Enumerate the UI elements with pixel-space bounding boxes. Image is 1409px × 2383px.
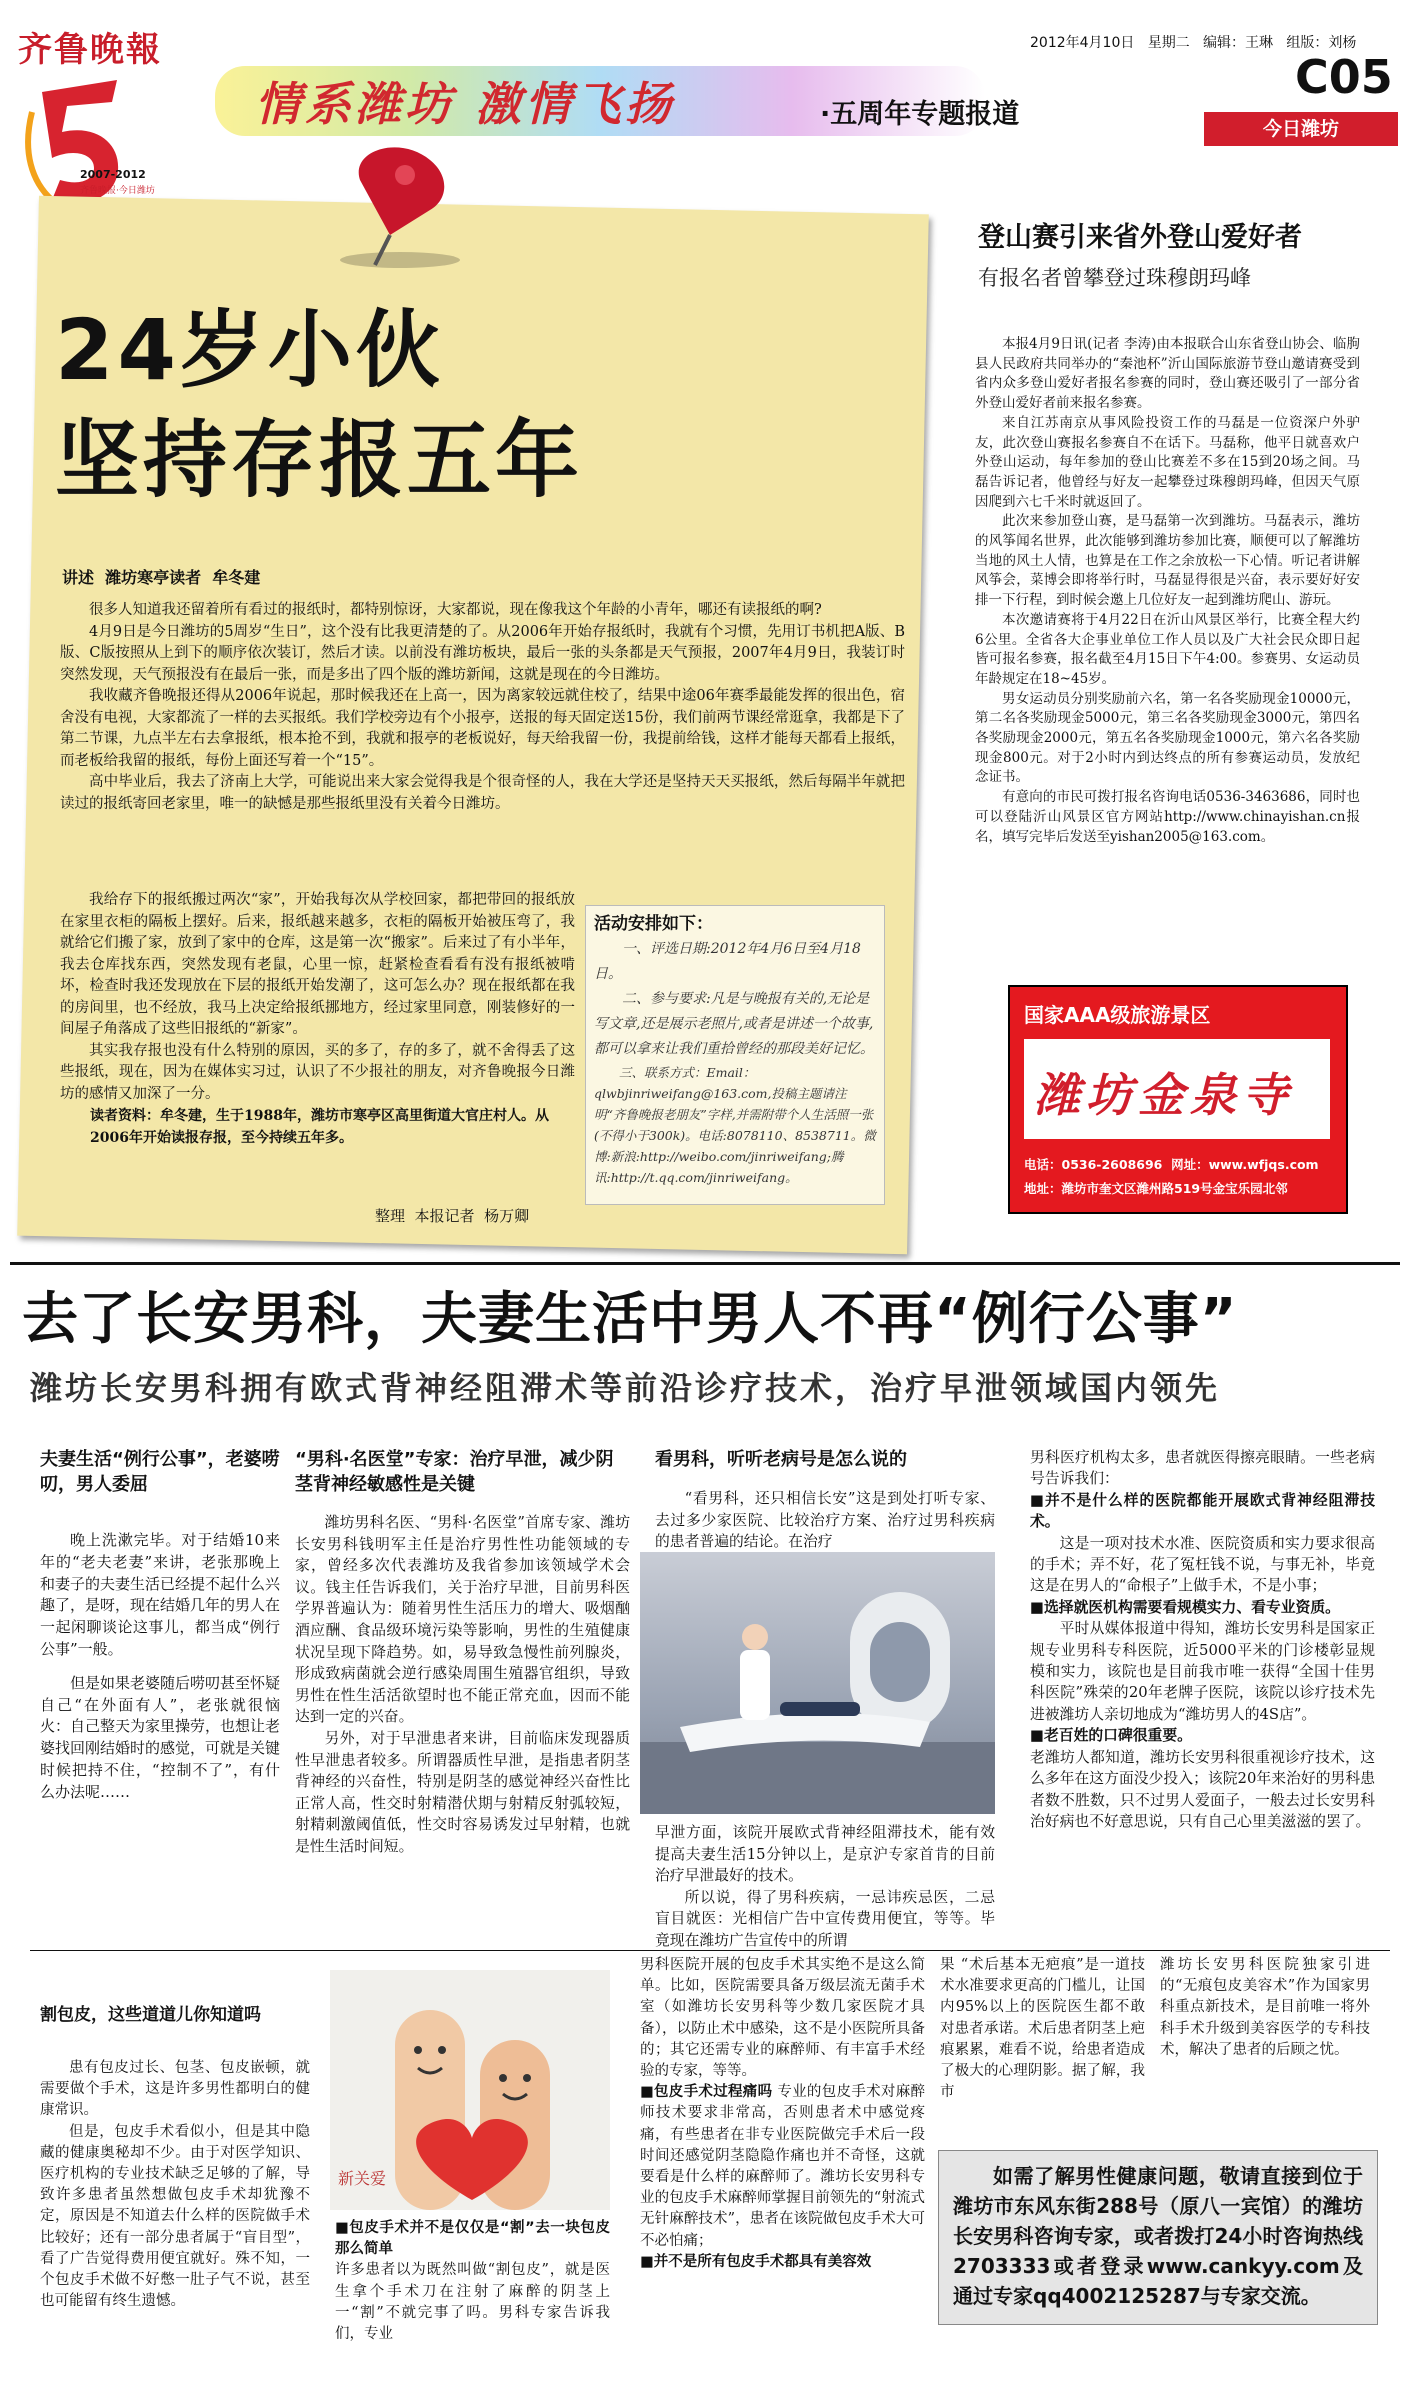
climbing-paragraph: 有意向的市民可拨打报名咨询电话0536-3463686，同时也可以登陆沂山风景区官方网站http://www.chinayishan.cn报名，填写完毕后发送至yishan2005@163.com。 xyxy=(975,789,1360,845)
circ-paragraph: 但是，包皮手术看似小，但是其中隐藏的健康奥秘却不少。由于对医学知识、医疗机构的专业技术缺乏足够的了解，导致许多患者虽然想做包皮手术却犹豫不定，原因是不知道去什么样的医院做手术比较好；还有一部分患者属于“盲目型”，看了广告觉得费用便宜就好。殊不知，一个包皮手术做不好憋一肚子气不说，甚至也可能留有终生遗憾。 xyxy=(40,2123,310,2310)
circ-col-b-paragraph: 男科医院开展的包皮手术其实绝不是这么简单。比如，医院需要具备万级层流无菌手术室（如潍坊长安男科等少数几家医院才具备），以防止术中感染，这不是小医院所具备的；其它还需专业的麻醉师、有丰富手术经验的专家，等等。 xyxy=(640,1957,925,2080)
circ-col-b-lead2: ■并不是所有包皮手术都具有美容效 xyxy=(640,2253,872,2270)
clinic-col4-point-lead: ■并不是什么样的医院都能开展欧式背神经阻滞技术。 xyxy=(1030,1491,1375,1531)
feature-paragraph: 我收藏齐鲁晚报还得从2006年说起，那时候我还在上高一，因为离家较远就住校了，结果中途06年赛季最能发挥的很出色，宿舍没有电视，大家都流了一样的去买报纸。我们学校旁边有个小报亭，送报的每天固定送15份，我们前两节课经常逛拿，我都是下了第二节课，九点半左右去拿报纸，根本抢不到，我就和报亭的老板说好，每天给我留一份，我提前给钱，这样才能每天都看上报纸，而老板给我留的报纸，每份上面还写着一个“15”。 xyxy=(60,688,905,769)
climbing-subtitle: 有报名者曾攀登过珠穆朗玛峰 xyxy=(978,266,1251,290)
anniversary-subtitle: 齐鲁晚报·今日潍坊 xyxy=(80,186,155,196)
temple-badge: 国家AAA级旅游景区 xyxy=(1024,1003,1211,1027)
clinic-col2-title: “男科·名医堂”专家：治疗早泄，减少阴茎背神经敏感性是关键 xyxy=(295,1449,614,1495)
clinic-col3-paragraph: 早泄方面，该院开展欧式背神经阻滞技术，能有效提高夫妻生活15分钟以上，是京沪专家首肯的目前治疗早泄最好的技术。 xyxy=(655,1824,995,1885)
clinic-col4-body xyxy=(1030,1447,1375,1832)
circ-photo-lead: ■包皮手术并不是仅仅是“割”去一块包皮那么简单 xyxy=(335,2220,610,2258)
clinic-equipment-photo xyxy=(640,1552,995,1814)
lower-divider xyxy=(30,1950,1390,1951)
feature-body-lower xyxy=(60,890,575,1105)
circ-photo-body: 许多患者以为既然叫做“割包皮”，就是医生拿个手术刀在注射了麻醉的阴茎上一“割”不就完事了吗。男科专家告诉我们，专业 xyxy=(335,2262,610,2343)
clinic-col4-point-text: 老潍坊人都知道，潍坊长安男科很重视诊疗技术，这么多年在这方面没少投入；该院20年来治好的男科患者数不胜数，只不过男人爱面子，一般去过长安男科治好病也不好意思说，只有自己心里美滋滋的罢了。 xyxy=(1030,1748,1375,1830)
clinic-col2-body xyxy=(295,1512,630,1858)
feature-paragraph: 我给存下的报纸搬过两次“家”，开始我每次从学校回家，都把带回的报纸放在家里衣柜的隔板上摆好。后来，报纸越来越多，衣柜的隔板开始被压弯了，我就给它们搬了家，放到了家中的仓库，这是第一次“搬家”。后来过了有小半年，我去仓库找东西，突然发现有老鼠，心里一惊，赶紧检查看看有没有报纸被啃坏，检查时我还发现放在下层的报纸开始发潮了，这可怎么办？现在报纸都在我的房间里，也不经放，我马上决定给报纸挪地方，经过家里同意，刚装修好的一间屋子角落成了这些旧报纸的“新家”。 xyxy=(60,892,575,1037)
clinic-col3-paragraph: 所以说，得了男科疾病，一忌讳疾忌医，二忌盲目就医：光相信广告中宣传费用便宜，等等。毕竟现在潍坊广告宣传中的所谓 xyxy=(655,1888,995,1949)
event-line: 二、参与要求:凡是与晚报有关的,无论是写文章,还是展示老照片,或者是讲述一个故事,都可以拿来让我们重拾曾经的那段美好记忆。 xyxy=(594,991,874,1057)
feature-title-line1: 24岁小伙 xyxy=(55,301,444,399)
clinic-col3-body xyxy=(655,1822,995,1952)
clinic-col1-paragraph: 晚上洗漱完毕。对于结婚10来年的“老夫老妻”来讲，老张那晚上和妻子的夫妻生活已经提不起什么兴趣了，是呀，现在结婚几年的男人在一起闲聊谈论这事儿，都当成“例行公事”一般。 xyxy=(40,1531,281,1658)
reader-info: 读者资料：牟冬建，生于1988年，潍坊市寒亭区高里街道大官庄村人。从2006年开始读报存报，至今持续五年多。 xyxy=(90,1108,549,1146)
circ-col-b xyxy=(640,1955,925,2273)
climbing-paragraph: 此次来参加登山赛，是马磊第一次到潍坊。马磊表示，潍坊的风筝闻名世界，此次能够到潍坊参加比赛，顺便可以了解潍坊当地的风土人情，也算是在工作之余放松一下心情。听记者讲解风筝会，菜博会即将举行时，马磊显得很是兴奋，表示要好好安排一下行程，到时候会邀上几位好友一起到潍坊爬山、游玩。 xyxy=(975,513,1360,609)
clinic-col4-point-lead: ■老百姓的口碑很重要。 xyxy=(1030,1727,1192,1745)
clinic-col3-intro: “看男科，还只相信长安”这是到处打听专家、去过多少家医院、比较治疗方案、治疗过男科疾病的患者普遍的结论。在治疗 xyxy=(655,1490,995,1551)
feature-speaker: 讲述 潍坊寒亭读者 牟冬建 xyxy=(62,568,261,587)
anniversary-years: 2007-2012 xyxy=(80,168,146,181)
event-line: 三、联系方式：Email：qlwbjinriweifang@163.com,投稿主题请注明“齐鲁晚报老朋友”字样,并需附带个人生活照一张(不得小于300k)。电话:8078110、8538711。微博:新浪:http://weibo.com/jinriweifang;腾讯:http://t.qq.com/jinriweifang。 xyxy=(594,1065,876,1185)
circ-col-d: 潍坊长安男科医院独家引进的“无痕包皮美容术”作为国家男科重点新技术，是目前唯一将外科手术升级到美容医学的专科技术，解决了患者的后顾之忧。 xyxy=(1160,1957,1370,2058)
circ-col-b-lead: ■包皮手术过程痛吗 xyxy=(640,2084,773,2101)
circ-col-c: 果 “术后基本无疤痕”是一道技术水准要求更高的门槛儿，让国内95%以上的医院医生都不敢对患者承诺。术后患者阴茎上疤痕累累，难看不说，给患者造成了极大的心理阴影。据了解，我市 xyxy=(940,1957,1145,2101)
clinic-subheadline: 潍坊长安男科拥有欧式背神经阻滞术等前沿诊疗技术，治疗早泄领域国内领先 xyxy=(30,1369,1221,1407)
feature-body-upper xyxy=(60,600,905,815)
banner-subtitle: ·五周年专题报道 xyxy=(820,99,1020,130)
circ-body xyxy=(40,2058,310,2312)
temple-ad xyxy=(1008,985,1348,1214)
clinic-col4-point-text: 平时从媒体报道中得知，潍坊长安男科是国家正规专业男科专科医院，近5000平米的门诊楼彰显规模和实力，该院也是目前我市唯一获得“全国十佳男科医院”殊荣的20年老牌子医院，该院以诊疗技术先进被潍坊人亲切地成为“潍坊男人的4S店”。 xyxy=(1030,1620,1375,1723)
feature-paragraph: 4月9日是今日潍坊的5周岁“生日”，这个没有比我更清楚的了。从2006年开始存报纸时，我就有个习惯，先用订书机把A版、B版、C版按照从上到下的顺序依次装订，然后才读。以前没有潍坊板块，最后一张的头条都是天气预报，2007年4月9日，我装订时突然发现，天气预报没有在最后一张，而是多出了四个版的潍坊新闻，这就是现在的今日潍坊。 xyxy=(60,623,905,683)
newspaper-logo: 齐鲁晚報 xyxy=(18,30,162,70)
circ-col-b-text: 专业的包皮手术对麻醉师技术要求非常高，否则患者术中感觉疼痛，有些患者在非专业医院做完手术后一段时间还感觉阴茎隐隐作痛也并不奇怪，这就要看是什么样的麻醉师了。潍坊长安男科专业的包皮手术麻醉师掌握目前领先的“射流式无针麻醉技术”，患者在该院做包皮手术大可不必怕痛； xyxy=(640,2084,926,2249)
circ-photo-caption: 新关爱 xyxy=(338,2169,387,2188)
feature-paragraph: 高中毕业后，我去了济南上大学，可能说出来大家会觉得我是个很奇怪的人，我在大学还是坚持天天买报纸，然后每隔半年就把读过的报纸寄回老家里，唯一的缺憾是那些报纸里没有关着今日潍坊。 xyxy=(60,774,905,812)
circ-title: 割包皮，这些道道儿你知道吗 xyxy=(40,2005,261,2025)
clinic-contact-box xyxy=(938,2150,1378,2325)
climbing-title: 登山赛引来省外登山爱好者 xyxy=(978,222,1302,253)
clinic-col4-point-lead: ■选择就医机构需要看规模实力、看专业资质。 xyxy=(1030,1598,1340,1616)
event-title: 活动安排如下： xyxy=(594,914,713,934)
feature-organizer: 整理 本报记者 杨万卿 xyxy=(375,1207,530,1225)
clinic-col1-body xyxy=(40,1530,280,1804)
temple-name: 潍坊金泉寺 xyxy=(1034,1068,1294,1122)
circ-paragraph: 患有包皮过长、包茎、包皮嵌顿，就需要做个手术，这是许多男性都明白的健康常识。 xyxy=(40,2060,310,2119)
clinic-col4-point-text: 这是一项对技术水准、医院资质和实力要求很高的手术；弄不好，花了冤枉钱不说，与事无补，毕竟这是在男人的“命根子”上做手术，不是小事； xyxy=(1030,1534,1375,1595)
banner-slogan: 情系潍坊 激情飞扬 xyxy=(255,77,676,131)
clinic-headline: 去了长安男科，夫妻生活中男人不再“例行公事” xyxy=(22,1287,1238,1352)
masthead xyxy=(0,0,1409,215)
event-line: 一、评选日期:2012年4月6日至4月18日。 xyxy=(594,941,861,982)
temple-address: 地址：潍坊市奎文区潍州路519号金宝乐园北邻 xyxy=(1024,1181,1288,1196)
feature-paragraph: 其实我存报也没有什么特别的原因，买的多了，存的多了，就不舍得丢了这些报纸，现在，因为在媒体实习过，认识了不少报社的朋友，对齐鲁晚报今日潍坊的感情又加深了一分。 xyxy=(60,1042,575,1102)
feature-title-line2: 坚持存报五年 xyxy=(55,411,584,509)
clinic-col3-title: 看男科，听听老病号是怎么说的 xyxy=(655,1449,907,1470)
climbing-paragraph: 来自江苏南京从事风险投资工作的马磊是一位资深户外驴友，此次登山赛报名参赛自不在话下。马磊称，他平日就喜欢户外登山运动，每年参加的登山比赛差不多在15到20场之间。马磊告诉记者，他曾经与好友一起攀登过珠穆朗玛峰，但因天气原因爬到六七千米时就返回了。 xyxy=(975,414,1360,510)
climbing-paragraph: 本报4月9日讯(记者 李涛)由本报联合山东省登山协会、临朐县人民政府共同举办的“秦池杯”沂山国际旅游节登山邀请赛受到省内众多登山爱好者报名参赛的同时，登山赛还吸引了一部分省外登山爱好者前来报名参赛。 xyxy=(975,336,1360,412)
climbing-body xyxy=(975,335,1360,847)
clinic-col1-paragraph: 但是如果老婆随后唠叨甚至怀疑自己“在外面有人”，老张就很恼火：自己整天为家里操劳，也想让老婆找回刚结婚时的感觉，可就是关键时候把持不住，“控制不了”，有什么办法呢…… xyxy=(40,1673,281,1801)
pushpin-icon xyxy=(320,140,480,270)
section-tag: 今日潍坊 xyxy=(1204,112,1398,146)
page-number: C05 xyxy=(1295,50,1393,104)
section-divider xyxy=(10,1262,1400,1265)
circ-photo-text xyxy=(335,2218,610,2345)
clinic-col4-intro: 男科医疗机构太多，患者就医得擦亮眼睛。一些老病号告诉我们： xyxy=(1030,1449,1375,1488)
clinic-col2-paragraph: 另外，对于早泄患者来讲，目前临床发现器质性早泄患者较多。所谓器质性早泄，是指患者阴茎背神经的兴奋性，特别是阴茎的感觉神经兴奋性比正常人高，性交时射精潜伏期与射精反射弧较短，射精刺激阈值低，性交时容易诱发过早射精，也就是性生活时间短。 xyxy=(295,1729,630,1855)
clinic-col2-paragraph: 潍坊男科名医、“男科·名医堂”首席专家、潍坊长安男科钱明军主任是治疗男性性功能领域的专家，曾经多次代表潍坊及我省参加该领域学术会议。钱主任告诉我们，关于治疗早泄，目前男科医学界普遍认为：随着男性生活压力的增大、吸烟酗酒应酬、食品级环境污染等影响，男性的生殖健康状况呈现下降趋势。如，易导致急慢性前列腺炎，形成致病菌就会逆行感染周围生殖器官组织，导致男性在性生活活欲望时也不能正常充血，因而不能达到一定的兴奋。 xyxy=(295,1514,630,1726)
temple-name-panel xyxy=(1024,1039,1330,1139)
climbing-paragraph: 男女运动员分别奖励前六名，第一名各奖励现金10000元，第二名各奖励现金5000元，第三名各奖励现金3000元，第四名各奖励现金2000元，第五名各奖励现金1000元，第六名各奖励现金800元。对于2小时内到达终点的所有参赛运动员，发放纪念证书。 xyxy=(975,690,1360,786)
event-box xyxy=(585,905,885,1205)
page-meta: 2012年4月10日 星期二 编辑：王琳 组版：刘杨 xyxy=(1030,35,1357,51)
circ-fingers-photo xyxy=(330,1970,610,2210)
climbing-paragraph: 本次邀请赛将于4月22日在沂山风景区举行，比赛全程大约6公里。全省各大企事业单位工作人员以及广大社会民众即日起皆可报名参赛，报名截至4月15日下午4:00。参赛男、女运动员年龄规定在18~45岁。 xyxy=(975,611,1360,687)
temple-phone: 电话：0536-2608696 网址：www.wfjqs.com xyxy=(1024,1157,1319,1172)
feature-paragraph: 很多人知道我还留着所有看过的报纸时，都特别惊讶，大家都说，现在像我这个年龄的小青年，哪还有读报纸的啊? xyxy=(89,602,822,618)
clinic-contact-text: 如需了解男性健康问题，敬请直接到位于潍坊市东风东街288号（原八一宾馆）的潍坊长安男科咨询专家，或者拨打24小时咨询热线2703333或者登录www.cankyy.com及通过专家qq4002125287与专家交流。 xyxy=(953,2164,1363,2308)
clinic-col1-title: 夫妻生活“例行公事”，老婆唠叨，男人委屈 xyxy=(40,1449,280,1495)
